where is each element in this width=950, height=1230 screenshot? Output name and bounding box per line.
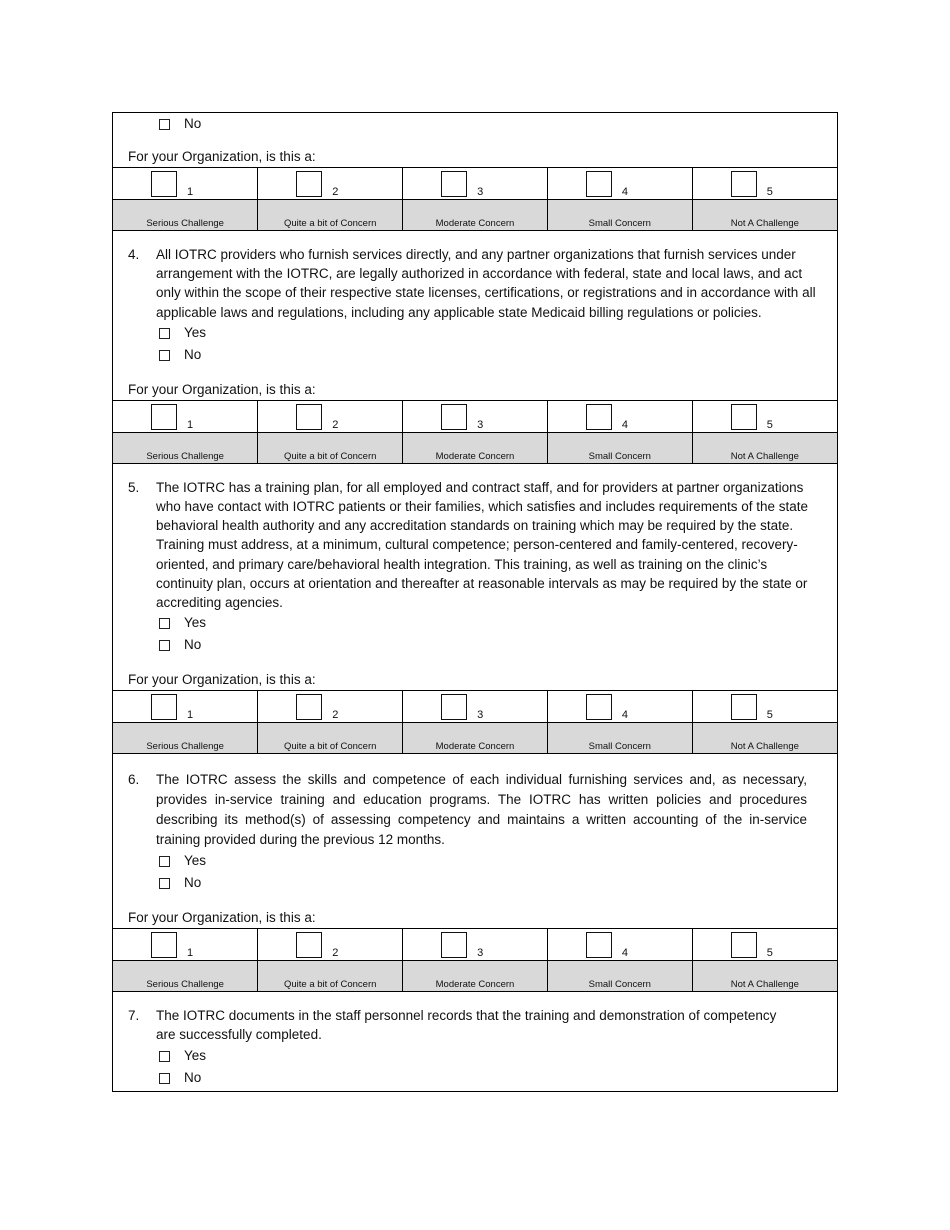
rating-number: 1 — [187, 709, 194, 722]
rating-option-3[interactable] — [403, 929, 548, 961]
question-3 — [113, 113, 837, 231]
rating-number: 1 — [187, 947, 194, 960]
rating-number: 5 — [766, 186, 773, 198]
checkbox-no[interactable] — [159, 878, 170, 889]
question-number: 6. — [128, 772, 140, 788]
question-number: 5. — [128, 479, 140, 495]
option-yes[interactable] — [113, 1045, 837, 1067]
rating-label: Small Concern — [547, 723, 692, 754]
rating-prompt: For your Organization, is this a: — [128, 149, 316, 164]
question-number: 7. — [128, 1008, 140, 1024]
question-text — [113, 245, 837, 322]
rating-scale — [113, 928, 837, 992]
rating-label: Moderate Concern — [403, 200, 548, 231]
rating-box[interactable] — [441, 404, 467, 430]
rating-option-1[interactable] — [113, 691, 258, 723]
rating-label: Not A Challenge — [692, 432, 837, 463]
rating-scale — [113, 400, 837, 464]
rating-box[interactable] — [731, 694, 757, 720]
rating-box[interactable] — [586, 171, 612, 197]
rating-option-4[interactable] — [547, 691, 692, 723]
question-text — [113, 478, 837, 612]
rating-number: 1 — [187, 418, 194, 431]
rating-option-4[interactable] — [547, 400, 692, 432]
rating-box[interactable] — [296, 171, 322, 197]
rating-option-2[interactable] — [258, 168, 403, 200]
rating-box[interactable] — [441, 171, 467, 197]
rating-number: 5 — [766, 418, 773, 431]
rating-label: Quite a bit of Concern — [258, 961, 403, 992]
question-body: The IOTRC documents in the staff personnel records that the training and demonstration of competency are successfully completed. — [156, 1008, 777, 1043]
rating-box[interactable] — [151, 932, 177, 958]
rating-option-5[interactable] — [692, 691, 837, 723]
checkbox-yes[interactable] — [159, 618, 170, 629]
rating-option-1[interactable] — [113, 400, 258, 432]
rating-number: 4 — [621, 418, 629, 431]
rating-number: 3 — [477, 418, 484, 431]
option-no[interactable] — [113, 344, 837, 366]
rating-number: 3 — [477, 947, 484, 960]
rating-label: Small Concern — [547, 961, 692, 992]
checkbox-yes[interactable] — [159, 856, 170, 867]
option-no-label: No — [184, 637, 202, 653]
rating-scale — [113, 167, 837, 231]
rating-option-2[interactable] — [258, 400, 403, 432]
rating-option-5[interactable] — [692, 168, 837, 200]
question-text — [113, 770, 837, 850]
rating-box[interactable] — [296, 694, 322, 720]
assessment-form — [112, 112, 838, 1092]
checkbox-no[interactable] — [159, 119, 170, 130]
option-no-label: No — [184, 346, 202, 362]
rating-label: Small Concern — [547, 200, 692, 231]
rating-box[interactable] — [586, 694, 612, 720]
rating-label: Moderate Concern — [403, 961, 548, 992]
option-yes[interactable] — [113, 322, 837, 344]
question-7 — [113, 992, 837, 1090]
rating-box[interactable] — [296, 932, 322, 958]
rating-label: Small Concern — [547, 432, 692, 463]
question-body: All IOTRC providers who furnish services directly, and any partner organizations that furnish services under arrangement with the IOTRC, are legally authorized in accordance with federal, state and local laws, and act only within the scope of their respective state licenses, certifications, or registrations and in accordance with all applicable laws and regulations, including any applicable state Medicaid billing regulations or policies. — [156, 247, 816, 320]
rating-prompt: For your Organization, is this a: — [128, 381, 316, 397]
rating-label: Serious Challenge — [113, 961, 258, 992]
rating-box[interactable] — [586, 404, 612, 430]
rating-option-1[interactable] — [113, 168, 258, 200]
rating-number: 2 — [332, 709, 339, 722]
question-body: The IOTRC assess the skills and competence of each individual furnishing services and, as necessary, provides in-service training and education programs. The IOTRC has written policies and procedures describing its method(s) of assessing competency and maintains a written accounting of the in-service training provided during the previous 12 months. — [156, 772, 807, 848]
rating-option-3[interactable] — [403, 168, 548, 200]
option-no[interactable] — [113, 113, 837, 135]
rating-label: Not A Challenge — [692, 961, 837, 992]
rating-box[interactable] — [731, 404, 757, 430]
rating-box[interactable] — [586, 932, 612, 958]
rating-box[interactable] — [731, 171, 757, 197]
rating-option-4[interactable] — [547, 929, 692, 961]
rating-label: Serious Challenge — [113, 200, 258, 231]
rating-number: 2 — [332, 186, 339, 198]
rating-number: 2 — [332, 947, 339, 960]
rating-option-5[interactable] — [692, 929, 837, 961]
rating-label: Moderate Concern — [403, 723, 548, 754]
rating-prompt: For your Organization, is this a: — [128, 672, 316, 688]
rating-box[interactable] — [151, 171, 177, 197]
rating-number: 3 — [477, 709, 484, 722]
rating-label: Serious Challenge — [113, 723, 258, 754]
checkbox-yes[interactable] — [159, 328, 170, 339]
checkbox-no[interactable] — [159, 1073, 170, 1084]
checkbox-no[interactable] — [159, 640, 170, 651]
rating-option-5[interactable] — [692, 400, 837, 432]
checkbox-no[interactable] — [159, 350, 170, 361]
rating-label: Quite a bit of Concern — [258, 723, 403, 754]
option-no-label: No — [184, 116, 202, 131]
rating-scale — [113, 690, 837, 754]
question-5 — [113, 464, 837, 754]
rating-number: 1 — [187, 186, 194, 198]
rating-label: Quite a bit of Concern — [258, 432, 403, 463]
option-no-label: No — [184, 1069, 202, 1085]
rating-number: 4 — [621, 186, 629, 198]
option-no[interactable] — [113, 634, 837, 656]
rating-number: 5 — [766, 947, 773, 960]
rating-box[interactable] — [151, 404, 177, 430]
rating-label: Serious Challenge — [113, 432, 258, 463]
rating-label: Not A Challenge — [692, 723, 837, 754]
rating-option-2[interactable] — [258, 929, 403, 961]
option-yes-label: Yes — [184, 1047, 207, 1063]
rating-number: 4 — [621, 709, 629, 722]
rating-option-1[interactable] — [113, 929, 258, 961]
rating-option-2[interactable] — [258, 691, 403, 723]
rating-prompt: For your Organization, is this a: — [128, 910, 316, 926]
rating-option-4[interactable] — [547, 168, 692, 200]
rating-box[interactable] — [441, 694, 467, 720]
question-text — [113, 1006, 837, 1044]
rating-option-3[interactable] — [403, 691, 548, 723]
checkbox-yes[interactable] — [159, 1051, 170, 1062]
option-yes-label: Yes — [184, 615, 207, 631]
rating-label: Quite a bit of Concern — [258, 200, 403, 231]
option-yes-label: Yes — [184, 853, 207, 869]
option-no[interactable] — [113, 1067, 837, 1089]
question-number: 4. — [128, 247, 140, 262]
option-no-label: No — [184, 875, 202, 891]
option-yes-label: Yes — [184, 324, 207, 340]
rating-box[interactable] — [441, 932, 467, 958]
rating-label: Not A Challenge — [692, 200, 837, 231]
rating-label: Moderate Concern — [403, 432, 548, 463]
option-yes[interactable] — [113, 850, 837, 872]
rating-number: 4 — [621, 947, 629, 960]
question-6 — [113, 754, 837, 992]
rating-option-3[interactable] — [403, 400, 548, 432]
rating-number: 3 — [477, 186, 484, 198]
question-body: The IOTRC has a training plan, for all employed and contract staff, and for providers at partner organizations who have contact with IOTRC patients or their families, which satisfies and includes requirements of the state behavioral health authority and any accreditation standards on training which may be required by the state. Training must address, at a minimum, cultural competence; person-centered and family-centered, recovery-oriented, and primary care/behavioral health integration. This training, as well as training on the clinic’s continuity plan, occurs at orientation and thereafter at reasonable intervals as may be required by the state or accrediting agencies. — [156, 479, 809, 611]
option-no[interactable] — [113, 872, 837, 894]
option-yes[interactable] — [113, 612, 837, 634]
question-4 — [113, 231, 837, 464]
rating-box[interactable] — [151, 694, 177, 720]
rating-number: 5 — [766, 709, 773, 722]
rating-box[interactable] — [731, 932, 757, 958]
rating-number: 2 — [332, 418, 339, 431]
rating-box[interactable] — [296, 404, 322, 430]
